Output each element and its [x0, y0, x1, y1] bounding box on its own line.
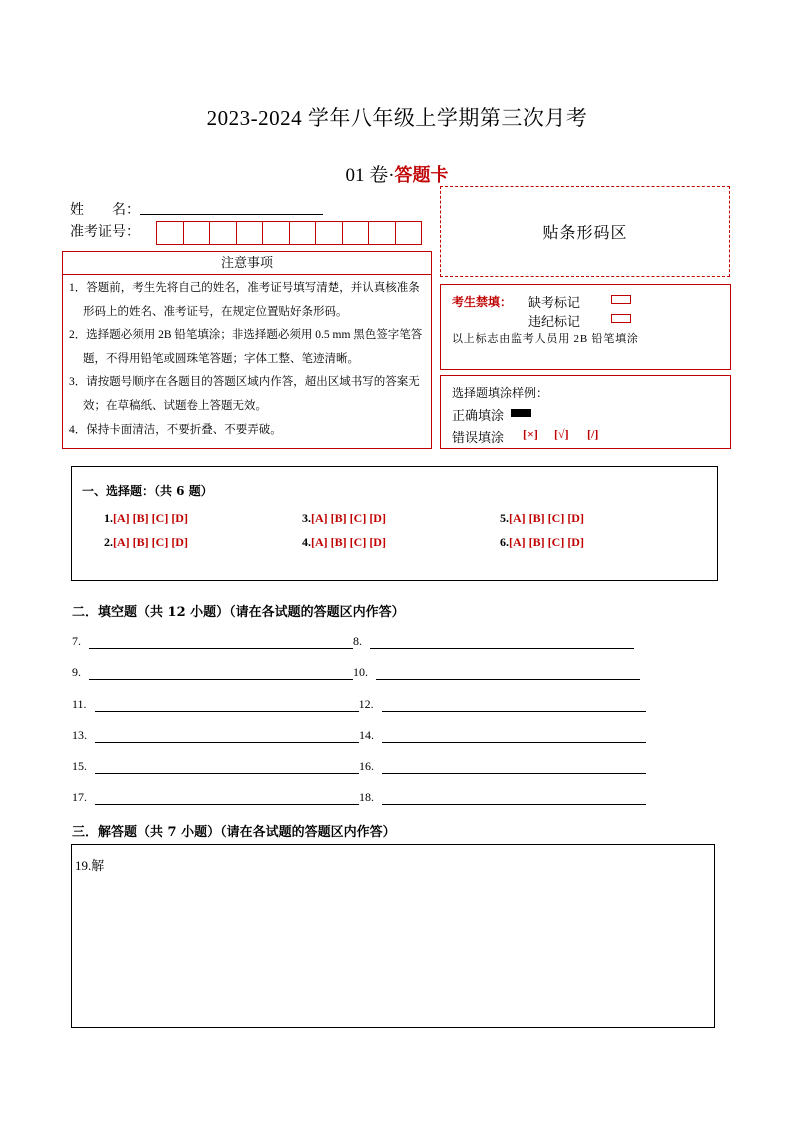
question-number: 4.	[302, 535, 311, 549]
fill-row	[72, 697, 646, 712]
id-digit-box[interactable]	[369, 222, 396, 244]
fill-row	[72, 759, 646, 774]
fill-row	[72, 634, 634, 649]
id-digit-box[interactable]	[316, 222, 343, 244]
correct-fill-sample	[511, 409, 531, 417]
answer-options[interactable]: [A] [B] [C] [D]	[113, 511, 188, 525]
section-solve-title: 三．解答题（共 7 小题）（请在各试题的答题区内作答）	[72, 825, 396, 840]
id-digit-box[interactable]	[157, 222, 184, 244]
question-number: 7.	[72, 634, 81, 648]
id-digit-box[interactable]	[210, 222, 237, 244]
answer-options[interactable]: [A] [B] [C] [D]	[311, 535, 386, 549]
choice-question[interactable]	[500, 511, 584, 526]
wrong-fill-label: 错误填涂	[452, 430, 505, 445]
page-title: 2023-2024 学年八年级上学期第三次月考	[206, 106, 588, 130]
answer-blank[interactable]	[382, 728, 646, 743]
wrong-mark-slash: [/]	[587, 427, 599, 441]
question-number: 18.	[359, 790, 374, 804]
answer-blank[interactable]	[370, 634, 634, 649]
choice-question[interactable]	[104, 511, 188, 526]
answer-blank[interactable]	[382, 790, 646, 805]
proctor-note: 以上标志由监考人员用 2B 铅笔填涂	[452, 333, 639, 345]
question-number: 15.	[72, 759, 87, 773]
question-number: 16.	[359, 759, 374, 773]
wrong-mark-check: [√]	[554, 427, 569, 441]
wrong-mark-x: [×]	[523, 427, 538, 441]
question-number: 2.	[104, 535, 113, 549]
fill-sample-box	[440, 375, 731, 449]
answer-blank[interactable]	[95, 697, 359, 712]
violation-mark-box[interactable]	[611, 314, 631, 323]
id-digit-box[interactable]	[343, 222, 370, 244]
proctor-box	[440, 284, 731, 370]
question-number: 13.	[72, 728, 87, 742]
question-number: 8.	[353, 634, 362, 648]
absent-mark-box[interactable]	[611, 295, 631, 304]
question-number: 12.	[358, 697, 374, 711]
answer-options[interactable]: [A] [B] [C] [D]	[509, 511, 584, 525]
correct-fill-label: 正确填涂	[452, 408, 505, 423]
answer-options[interactable]: [A] [B] [C] [D]	[311, 511, 386, 525]
id-digit-box[interactable]	[237, 222, 264, 244]
question-number: 10.	[353, 665, 368, 679]
question-number: 17.	[72, 790, 87, 804]
barcode-label: 贴条形码区	[542, 225, 628, 242]
proctor-label: 考生禁填：	[452, 295, 513, 309]
answer-blank[interactable]	[382, 759, 646, 774]
answer-blank[interactable]	[95, 759, 359, 774]
choice-question[interactable]	[104, 535, 188, 550]
notice-item: 3．请按题号顺序在各题目的答题区域内作答，超出区域书写的答案无效；在草稿纸、试题卷上答题无效。	[69, 376, 420, 412]
question-19-label: 19.解	[75, 858, 105, 873]
question-number: 11.	[72, 697, 87, 711]
fill-row	[72, 665, 640, 680]
question-number: 9.	[72, 665, 81, 679]
page-subtitle	[0, 160, 794, 187]
id-digit-box[interactable]	[396, 222, 422, 244]
id-digit-box[interactable]	[290, 222, 317, 244]
answer-blank[interactable]	[95, 728, 359, 743]
choice-question[interactable]	[500, 535, 584, 550]
violation-label: 违纪标记	[528, 314, 581, 329]
fill-sample-title: 选择题填涂样例：	[452, 386, 549, 400]
answer-blank[interactable]	[89, 665, 353, 680]
answer-area-19[interactable]	[71, 844, 715, 1028]
id-number-boxes[interactable]	[156, 221, 422, 245]
id-digit-box[interactable]	[263, 222, 290, 244]
answer-blank[interactable]	[376, 665, 640, 680]
notice-item: 2．选择题必须用 2B 铅笔填涂；非选择题必须用 0.5 mm 黑色签字笔答题，不得用铅笔或圆珠笔答题；字体工整、笔迹清晰。	[69, 329, 423, 365]
id-digit-box[interactable]	[184, 222, 211, 244]
section-fill-title: 二．填空题（共 12 小题）（请在各试题的答题区内作答）	[72, 605, 405, 620]
id-label: 准考证号：	[70, 225, 140, 240]
subtitle-answer-card: 答题卡	[394, 165, 449, 186]
name-label: 姓 名：	[70, 203, 140, 218]
section-choice-box	[71, 466, 718, 581]
barcode-area	[440, 186, 730, 277]
subtitle-prefix: 01 卷·	[345, 165, 395, 186]
notice-item: 4．保持卡面清洁，不要折叠、不要弄破。	[69, 423, 282, 436]
section-choice-title: 一、选择题：（共 6 题）	[82, 484, 213, 498]
notice-box	[62, 274, 432, 449]
choice-question[interactable]	[302, 511, 386, 526]
answer-options[interactable]: [A] [B] [C] [D]	[113, 535, 188, 549]
name-field[interactable]	[140, 198, 323, 215]
answer-blank[interactable]	[382, 697, 646, 712]
question-number: 5.	[500, 511, 509, 525]
answer-blank[interactable]	[89, 634, 353, 649]
fill-row	[72, 790, 646, 805]
fill-row	[72, 728, 646, 743]
absent-label: 缺考标记	[528, 295, 581, 310]
question-number: 3.	[302, 511, 311, 525]
answer-blank[interactable]	[95, 790, 359, 805]
question-number: 6.	[500, 535, 509, 549]
notice-item: 1．答题前，考生先将自己的姓名，准考证号填写清楚，并认真核准条形码上的姓名、准考证号，在规定位置贴好条形码。	[69, 282, 420, 318]
question-number: 14.	[359, 728, 374, 742]
notice-title: 注意事项	[62, 251, 432, 275]
choice-question[interactable]	[302, 535, 386, 550]
question-number: 1.	[104, 511, 113, 525]
answer-options[interactable]: [A] [B] [C] [D]	[509, 535, 584, 549]
